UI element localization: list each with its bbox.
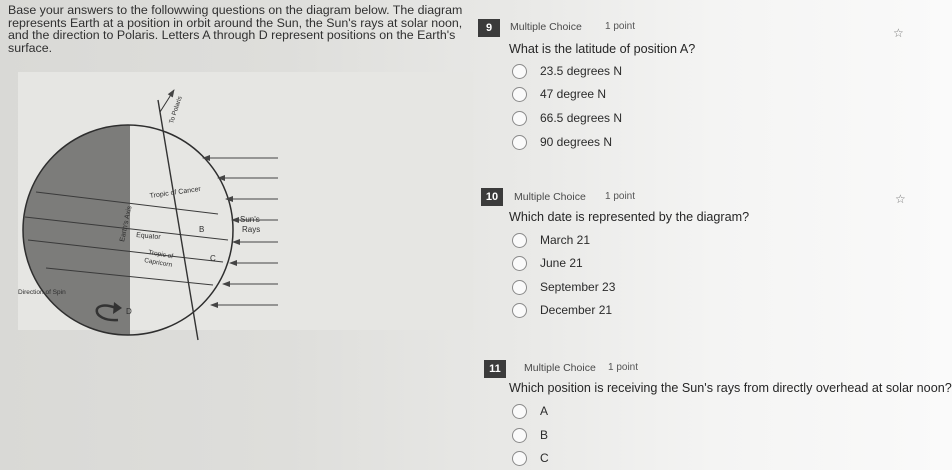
radio-button[interactable] (512, 233, 527, 248)
answer-option[interactable] (512, 401, 548, 421)
position-d-label: D (126, 307, 132, 316)
answer-option[interactable] (512, 61, 622, 81)
radio-button[interactable] (512, 404, 527, 419)
question-type: Multiple Choice (524, 362, 596, 374)
answer-option[interactable] (512, 230, 590, 250)
radio-button[interactable] (512, 64, 527, 79)
question-number-badge: 10 (481, 188, 503, 206)
answer-option[interactable] (512, 425, 548, 445)
flag-icon[interactable]: ☆ (895, 192, 906, 206)
answer-option-label: A (540, 404, 549, 418)
radio-button[interactable] (512, 111, 527, 126)
question-points: 1 point (605, 191, 636, 202)
answer-option-label: B (540, 428, 549, 442)
intro-text (8, 4, 478, 54)
question-text: Which date is represented by the diagram? (509, 210, 750, 224)
answer-option-label: March 21 (540, 233, 591, 247)
tropic-capricorn-label: Capricorn (143, 257, 173, 269)
question-type: Multiple Choice (510, 21, 582, 33)
answer-option-label: 90 degrees N (540, 135, 613, 149)
sun-rays (203, 158, 278, 305)
intro-line: surface. (8, 40, 53, 55)
position-b-label: B (199, 225, 205, 234)
answer-option-label: December 21 (540, 303, 613, 317)
question-points: 1 point (605, 21, 636, 32)
answer-option[interactable] (512, 448, 549, 468)
radio-button[interactable] (512, 256, 527, 271)
radio-button[interactable] (512, 135, 527, 150)
question-number-badge: 9 (478, 19, 500, 37)
question-text: Which position is receiving the Sun's rays from directly overhead at solar noon? (509, 381, 952, 395)
answer-option[interactable] (512, 277, 615, 297)
answer-option[interactable] (512, 253, 583, 273)
answer-option-label: September 23 (540, 280, 616, 294)
earth-diagram-svg (18, 72, 473, 330)
intro-line: and the direction to Polaris. Letters A through D represent positions on the Earth's (8, 28, 456, 43)
question-text: What is the latitude of position A? (509, 42, 696, 56)
intro-line: Base your answers to the followwing questions on the diagram below. The diagram (8, 3, 463, 17)
radio-button[interactable] (512, 451, 527, 466)
tropic-capricorn-label: Tropic of (147, 249, 174, 261)
earths-axis-label: Earth's Axis (119, 205, 134, 243)
answer-option[interactable] (512, 108, 622, 128)
to-polaris-label: To Polaris (168, 95, 184, 125)
question-type: Multiple Choice (514, 191, 586, 203)
radio-button[interactable] (512, 280, 527, 295)
position-c-label: C (210, 254, 216, 263)
radio-button[interactable] (512, 428, 527, 443)
suns-rays-label: Rays (242, 225, 261, 234)
flag-icon[interactable]: ☆ (893, 26, 904, 40)
question-points: 1 point (608, 362, 639, 373)
intro-line: represents Earth at a position in orbit around the Sun, the Sun's rays at solar noon, (8, 15, 463, 30)
suns-rays-label: Sun's (240, 215, 260, 224)
answer-option[interactable] (512, 132, 612, 152)
earth-diagram (18, 72, 473, 330)
earth-axis-line (158, 100, 198, 340)
answer-option[interactable] (512, 300, 612, 320)
answer-option-label: C (540, 451, 549, 465)
answer-option-label: 47 degree N (540, 87, 607, 101)
answer-option[interactable] (512, 84, 606, 104)
question-number-badge: 11 (484, 360, 506, 378)
radio-button[interactable] (512, 87, 527, 102)
radio-button[interactable] (512, 303, 527, 318)
answer-option-label: 66.5 degrees N (540, 111, 623, 125)
answer-option-label: 23.5 degrees N (540, 64, 623, 78)
tropic-cancer-label: Tropic of Cancer (149, 185, 202, 200)
night-side (18, 112, 130, 352)
equator-label: Equator (135, 232, 161, 242)
answer-option-label: June 21 (540, 256, 583, 270)
direction-of-spin-label: Direction of Spin (18, 289, 66, 296)
